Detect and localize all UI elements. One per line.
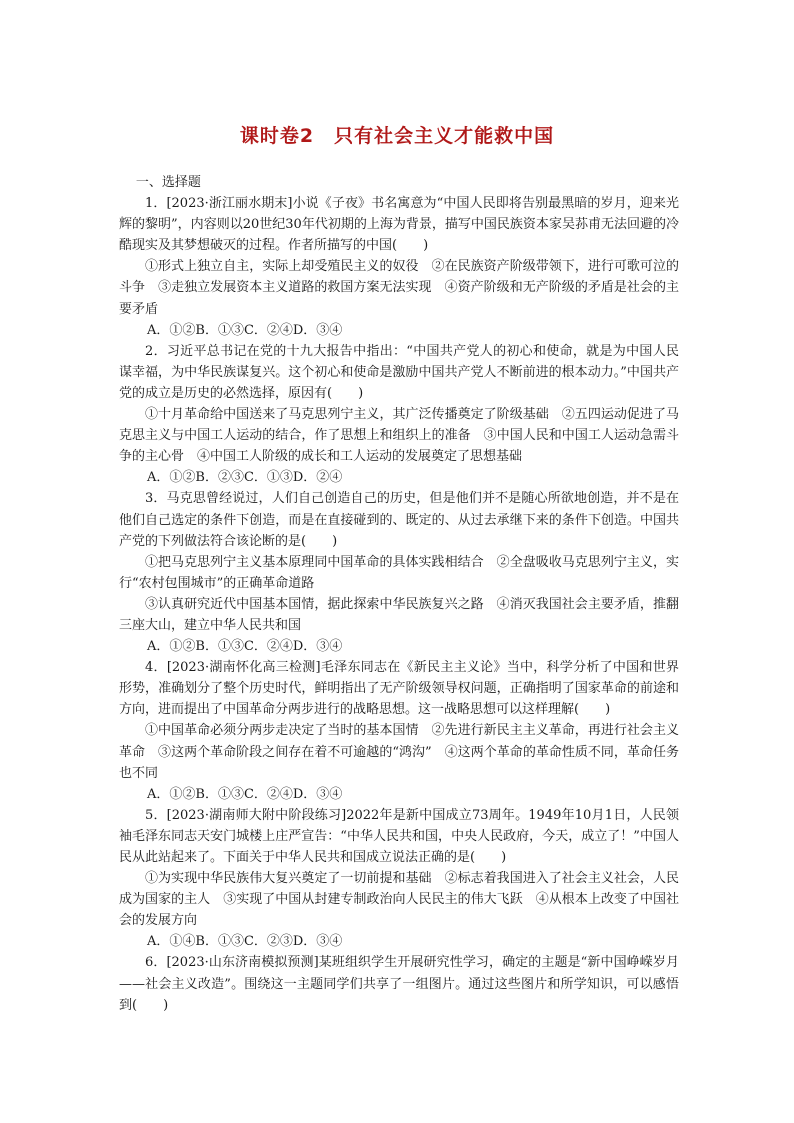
question-1-stem: 1．[2023·浙江丽水期末]小说《子夜》书名寓意为“中国人民即将告别最黑暗的岁月，迎来光辉的黎明”，内容则以20世纪30年代初期的上海为背景，描写中国民族资本家吴荪甫无法回避的冷酷现实及其梦想破灭的过程。作者所描写的中国( ): [119, 196, 679, 254]
question-2-items: ①十月革命给中国送来了马克思列宁主义，其广泛传播奠定了阶级基础 ②五四运动促进了马克思主义与中国工人运动的结合，作了思想上和组织上的准备 ③中国人民和中国工人运动急需斗争的主心骨 ④中国工人阶级的成长和工人运动的发展奠定了思想基础: [119, 407, 679, 465]
document-body: [119, 172, 679, 1016]
question-3-stem: 3．马克思曾经说过，人们自己创造自己的历史，但是他们并不是随心所欲地创造，并不是在他们自己选定的条件下创造，而是在直接碰到的、既定的、从过去承继下来的条件下创造。中国共产党的下列做法符合该论断的是( ): [119, 491, 679, 549]
question-4-items: ①中国革命必须分两步走决定了当时的基本国情 ②先进行新民主主义革命，再进行社会主义革命 ③这两个革命阶段之间存在着不可逾越的“鸿沟” ④这两个革命的革命性质不同，革命任务也不同: [119, 723, 679, 781]
question-3-items: ①把马克思列宁主义基本原理同中国革命的具体实践相结合 ②全盘吸收马克思列宁主义，实行“农村包围城市”的正确革命道路: [119, 554, 679, 591]
section-heading: 一、选择题: [135, 175, 201, 190]
question-5-stem: 5．[2023·湖南师大附中阶段练习]2022年是新中国成立73周年。1949年10月1日，人民领袖毛泽东同志天安门城楼上庄严宣告：“中华人民共和国，中央人民政府，今天，成立了！”中国人民从此站起来了。下面关于中华人民共和国成立说法正确的是( ): [119, 807, 679, 865]
question-1-options: A．①②B．①③C．②④D．③④: [147, 322, 343, 338]
question-1-items: ①形式上独立自主，实际上却受殖民主义的奴役 ②在民族资产阶级带领下，进行可歌可泣的斗争 ③走独立发展资本主义道路的救国方案无法实现 ④资产阶级和无产阶级的矛盾是社会的主要矛盾: [119, 259, 679, 317]
question-4-options: A．①②B．①③C．②④D．③④: [147, 786, 343, 802]
question-2-options: A．①②B．②③C．①③D．②④: [147, 470, 343, 486]
question-3-items-continued: ③认真研究近代中国基本国情，据此探索中华民族复兴之路 ④消灭我国社会主要矛盾，推翻三座大山，建立中华人民共和国: [119, 596, 679, 633]
question-3-options: A．①②B．①③C．②④D．③④: [147, 639, 343, 655]
question-2-stem: 2．习近平总书记在党的十九大报告中指出：“中国共产党人的初心和使命，就是为中国人民谋幸福，为中华民族谋复兴。这个初心和使命是激励中国共产党人不断前进的根本动力。”中国共产党的成立是历史的必然选择，原因有( ): [119, 343, 679, 401]
question-4-stem: 4．[2023·湖南怀化高三检测]毛泽东同志在《新民主主义论》当中，科学分析了中国和世界形势，准确划分了整个历史时代，鲜明指出了无产阶级领导权问题，正确指明了国家革命的前途和方向，进而提出了中国革命分两步进行的战略思想。这一战略思想可以这样理解( ): [119, 660, 679, 718]
question-5-items: ①为实现中华民族伟大复兴奠定了一切前提和基础 ②标志着我国进入了社会主义社会，人民成为国家的主人 ③实现了中国从封建专制政治向人民民主的伟大飞跃 ④从根本上改变了中国社会的发展方向: [119, 871, 679, 929]
question-5-options: A．①④B．①③C．②③D．③④: [147, 934, 343, 950]
page-title: 课时卷2 只有社会主义才能救中国: [239, 125, 555, 147]
question-6-stem: 6．[2023·山东济南模拟预测]某班组织学生开展研究性学习，确定的主题是“新中国峥嵘岁月——社会主义改造”。围绕这一主题同学们共享了一组图片。通过这些图片和所学知识，可以感悟到( ): [119, 955, 679, 1013]
